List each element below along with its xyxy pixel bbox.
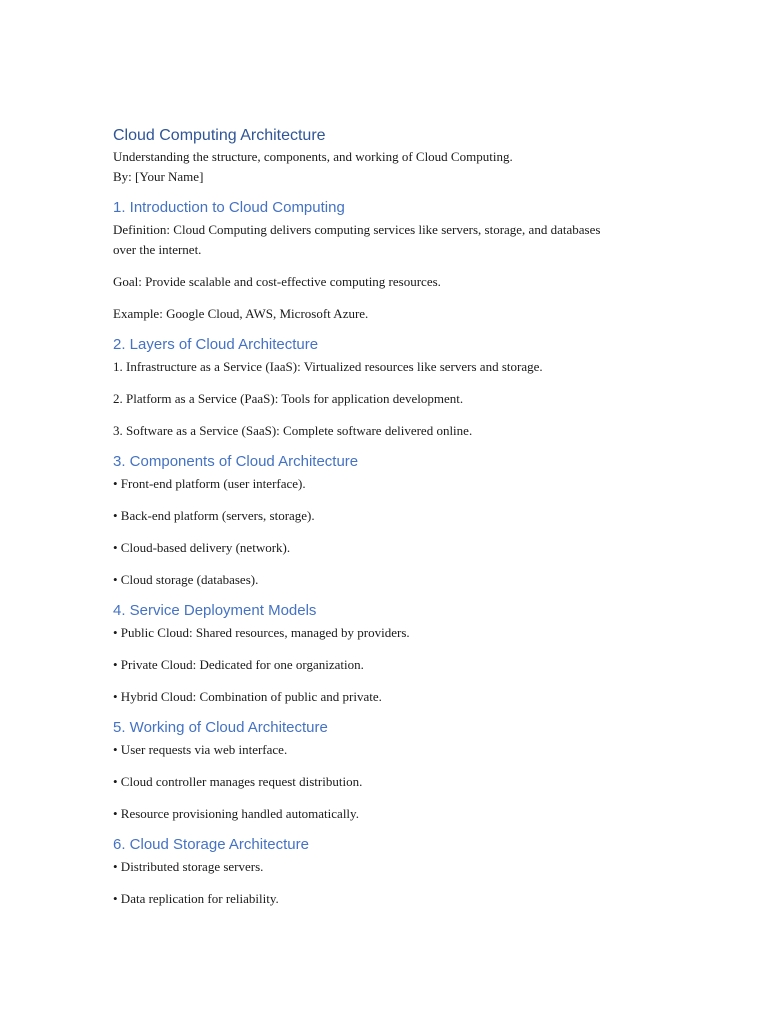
document-subtitle: Understanding the structure, components, and working of Cloud Computing. [113,149,513,164]
paragraph: Goal: Provide scalable and cost-effective computing resources. [113,274,441,289]
list-item: • Distributed storage servers. [113,859,264,874]
section-heading: 6. Cloud Storage Architecture [113,836,309,853]
section-heading: 2. Layers of Cloud Architecture [113,336,319,353]
list-item: • Back-end platform (servers, storage). [113,508,315,523]
section-heading: 5. Working of Cloud Architecture [113,719,328,736]
document-byline: By: [Your Name] [113,169,204,184]
section-heading: 3. Components of Cloud Architecture [113,453,359,470]
list-item: • Cloud-based delivery (network). [113,540,291,555]
paragraph: Definition: Cloud Computing delivers computing services like servers, storage, and databases over the internet. [113,222,601,257]
list-item: • Cloud storage (databases). [113,572,259,587]
section-components [113,452,708,590]
list-item: 2. Platform as a Service (PaaS): Tools for application development. [113,391,464,406]
section-layers [113,335,708,441]
list-item: • Hybrid Cloud: Combination of public and private. [113,689,382,704]
paragraph: Example: Google Cloud, AWS, Microsoft Azure. [113,306,369,321]
document-title: Cloud Computing Architecture [113,127,326,144]
section-working [113,718,708,824]
list-item: • Front-end platform (user interface). [113,476,306,491]
section-deployment-models [113,601,708,707]
list-item: • User requests via web interface. [113,742,288,757]
list-item: • Private Cloud: Dedicated for one organization. [113,657,364,672]
section-heading: 4. Service Deployment Models [113,602,317,619]
list-item: • Data replication for reliability. [113,891,279,906]
section-introduction [113,198,708,324]
list-item: 3. Software as a Service (SaaS): Complete software delivered online. [113,423,473,438]
list-item: • Public Cloud: Shared resources, managed by providers. [113,625,410,640]
list-item: 1. Infrastructure as a Service (IaaS): Virtualized resources like servers and storage. [113,359,543,374]
section-heading: 1. Introduction to Cloud Computing [113,199,345,216]
list-item: • Resource provisioning handled automatically. [113,806,359,821]
section-storage [113,835,708,909]
list-item: • Cloud controller manages request distribution. [113,774,363,789]
